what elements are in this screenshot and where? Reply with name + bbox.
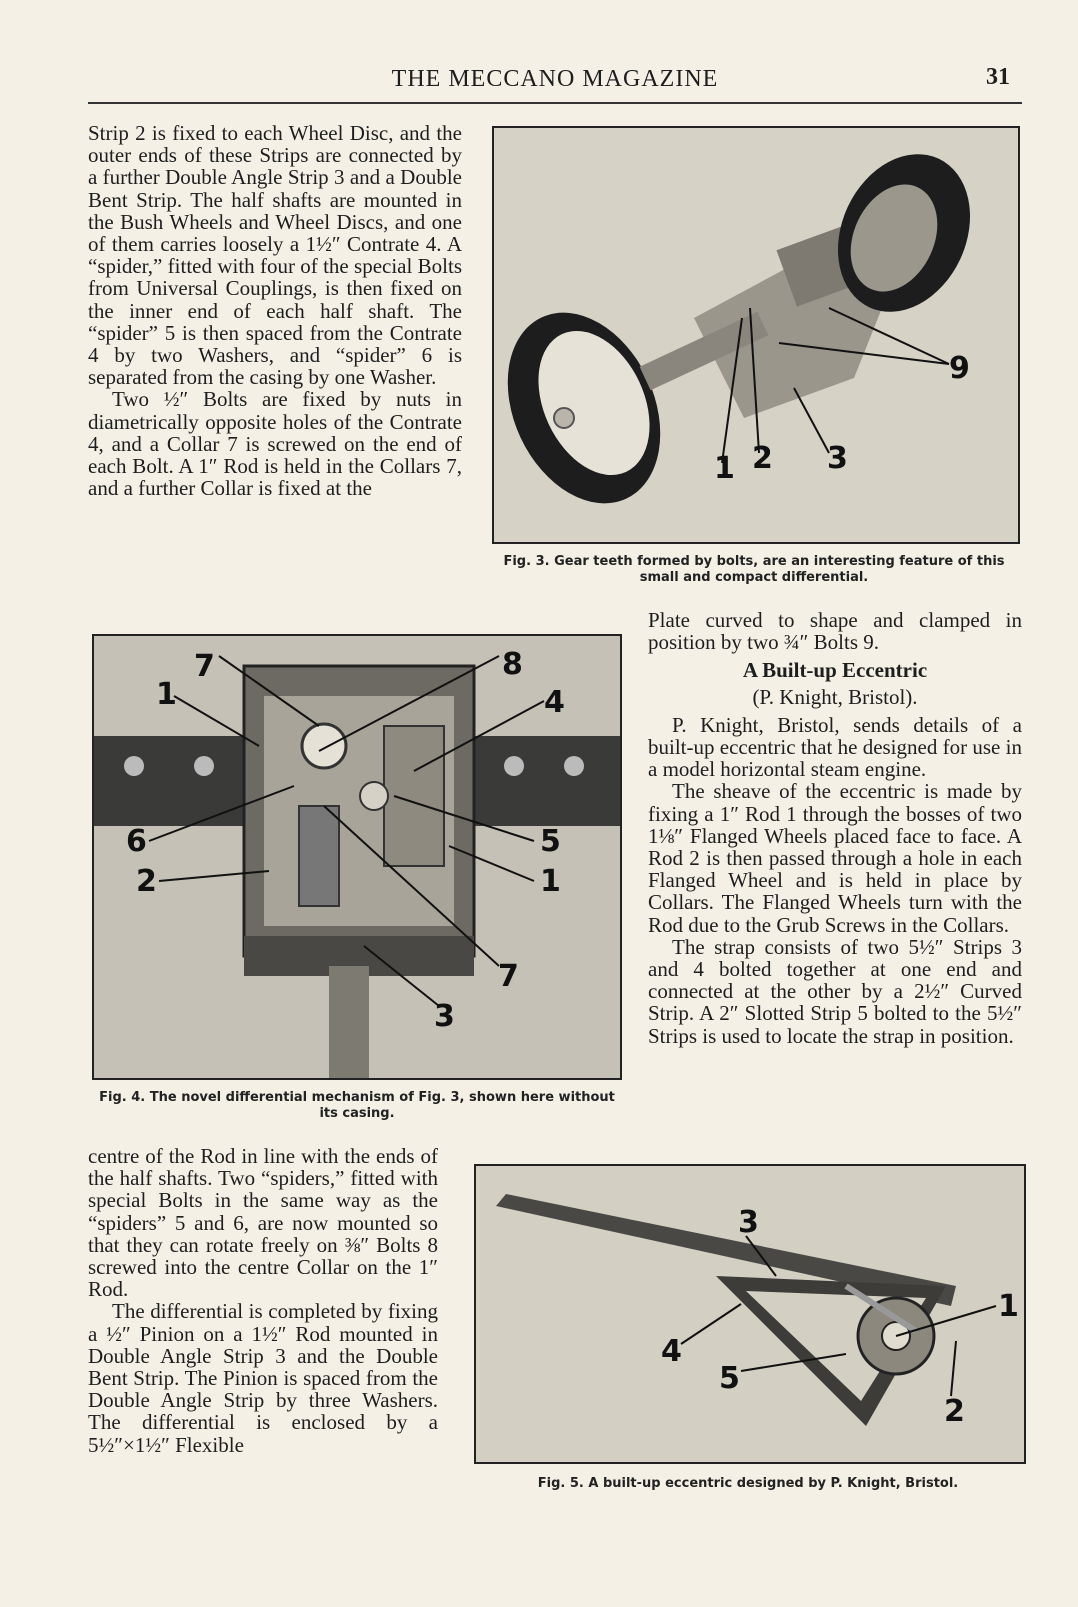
fig5-label: 5	[719, 1361, 740, 1396]
paragraph: centre of the Rod in line with the ends of the half shafts. Two “spiders,” fitted with special Bolts in the same way as the “spiders” 5 and 6, are now mounted so that they can rotate freely on ⅜″ Bolts 8 screwed into the centre Collar on the 1″ Rod.	[88, 1144, 438, 1302]
fig3-label: 9	[949, 351, 970, 386]
page-number: 31	[986, 64, 1010, 90]
left-column-bottom	[88, 1145, 438, 1456]
figure-4-photo	[92, 634, 622, 1080]
fig5-label: 3	[738, 1205, 759, 1240]
figure-3-photo	[492, 126, 1020, 544]
fig4-label: 1	[156, 677, 177, 712]
fig5-label: 2	[944, 1394, 965, 1429]
paragraph: The sheave of the eccentric is made by fixing a 1″ Rod 1 through the bosses of two 1⅛″ Flanged Wheels placed face to face. A Rod 2 is then passed through a hole in each Flanged Wheel and is held in place by Collars. The Flanged Wheels turn with the Rod due to the Grub Screws in the Collars.	[648, 779, 1022, 937]
fig4-label: 3	[434, 999, 455, 1034]
figure-3-caption: Fig. 3. Gear teeth formed by bolts, are an interesting feature of this small and compact differential.	[503, 554, 1005, 585]
figure-5-caption: Fig. 5. A built-up eccentric designed by P. Knight, Bristol.	[537, 1476, 959, 1491]
paragraph: Two ½″ Bolts are fixed by nuts in diametrically opposite holes of the Contrate 4, and a Collar 7 is screwed on the end of each Bolt. A 1″ Rod is held in the Collars 7, and a further Collar is fixed at the	[88, 387, 462, 501]
page-header	[88, 62, 1022, 104]
fig4-label: 7	[498, 959, 519, 994]
fig3-label: 2	[752, 441, 773, 476]
left-column-top	[88, 122, 462, 499]
byline: (P. Knight, Bristol).	[752, 684, 918, 709]
differential-mechanism-illustration	[94, 636, 620, 1078]
paragraph: P. Knight, Bristol, sends details of a built-up eccentric that he designed for use in a model horizontal steam engine.	[648, 712, 1022, 782]
fig4-label: 2	[136, 864, 157, 899]
magazine-title: THE MECCANO MAGAZINE	[391, 66, 719, 92]
figure-4-caption: Fig. 4. The novel differential mechanism of Fig. 3, shown here without its casing.	[99, 1090, 615, 1121]
differential-illustration	[494, 128, 1018, 542]
figure-5-photo	[474, 1164, 1026, 1464]
fig4-label: 4	[544, 685, 565, 720]
fig3-label: 3	[827, 441, 848, 476]
section-heading: A Built-up Eccentric	[742, 658, 928, 683]
eccentric-illustration	[476, 1166, 1024, 1462]
fig4-label: 7	[194, 649, 215, 684]
fig5-label: 1	[998, 1289, 1019, 1324]
paragraph: Plate curved to shape and clamped in position by two ¾″ Bolts 9.	[648, 608, 1022, 655]
fig4-label: 1	[540, 864, 561, 899]
fig4-label: 5	[540, 824, 561, 859]
paragraph: Strip 2 is fixed to each Wheel Disc, and the outer ends of these Strips are connected by a further Double Angle Strip 3 and a Double Bent Strip. The half shafts are mounted in the Bush Wheels and Wheel Discs, and one of them carries loosely a 1½″ Contrate 4. A “spider,” fitted with four of the special Bolts from Universal Couplings, is then fixed on the inner end of each half shaft. The “spider” 5 is then spaced from the Contrate 4 by two Washers, and “spider” 6 is separated from the casing by one Washer.	[88, 121, 462, 390]
fig4-label: 8	[502, 647, 523, 682]
fig3-label: 1	[714, 451, 735, 486]
fig5-label: 4	[661, 1334, 682, 1369]
fig4-label: 6	[126, 824, 147, 859]
paragraph: The differential is completed by fixing a ½″ Pinion on a 1½″ Rod mounted in Double Angle Strip 3 and the Double Bent Strip. The Pinion is spaced from the Double Angle Strip by three Washers. The differential is enclosed by a 5½″×1½″ Flexible	[88, 1299, 438, 1457]
paragraph: The strap consists of two 5½″ Strips 3 and 4 bolted together at one end and connected at the other by a 2½″ Curved Strip. A 2″ Slotted Strip 5 bolted to the 5½″ Strips is used to locate the strap in position.	[648, 934, 1022, 1048]
right-column	[648, 609, 1022, 1047]
